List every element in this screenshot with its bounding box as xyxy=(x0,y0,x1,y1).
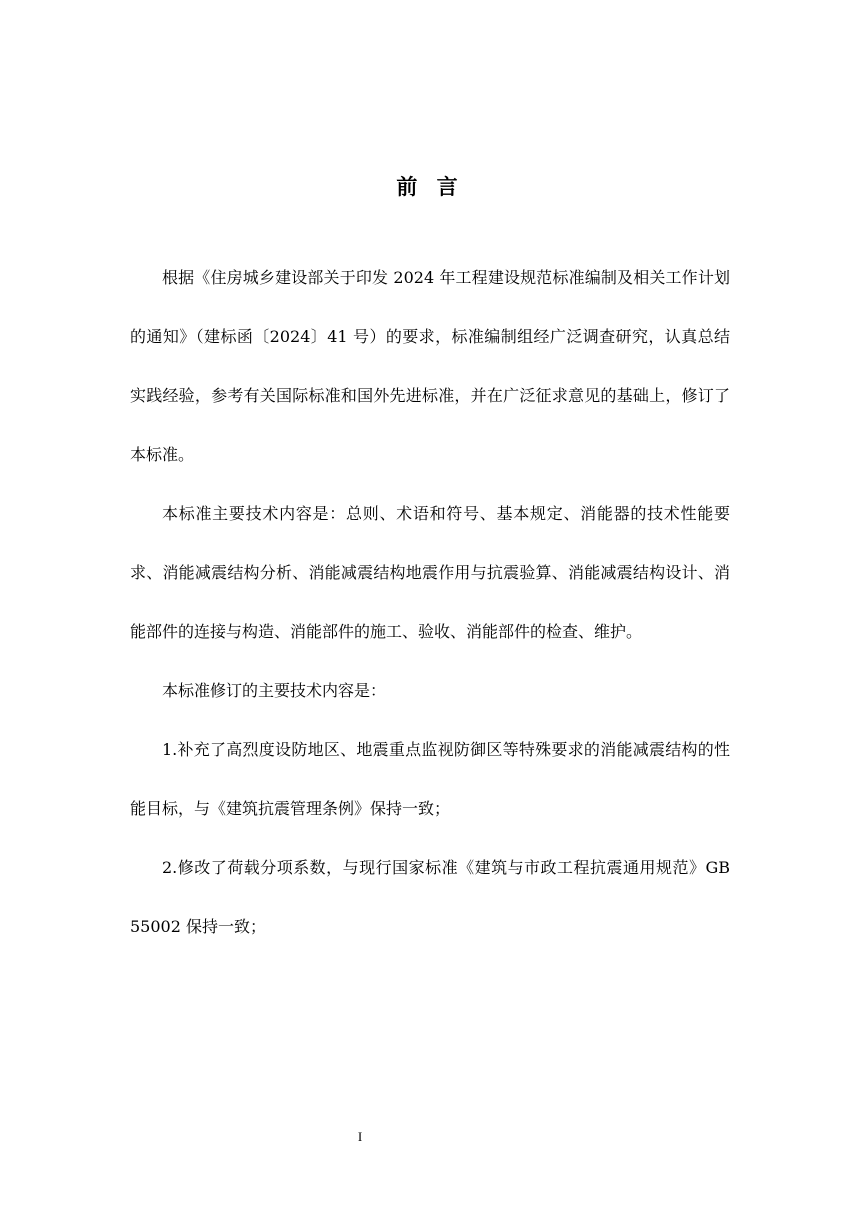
paragraph-revision-intro: 本标准修订的主要技术内容是： xyxy=(162,681,387,700)
paragraph-main-content: 本标准主要技术内容是：总则、术语和符号、基本规定、消能器的技术性能要求、消能减震结构分析、消能减震结构地震作用与抗震验算、消能减震结构设计、消能部件的连接与构造、消能部件的施工、验收、消能部件的检查、维护。 xyxy=(130,504,730,641)
paragraph-basis: 根据《住房城乡建设部关于印发 2024 年工程建设规范标准编制及相关工作计划的通知》（建标函〔2024〕41 号）的要求，标准编制组经广泛调查研究，认真总结实践经验，参考有关国际标准和国外先进标准，并在广泛征求意见的基础上，修订了本标准。 xyxy=(130,268,730,464)
paragraph-revision-item-1: 1.补充了高烈度设防地区、地震重点监视防御区等特殊要求的消能减震结构的性能目标，与《建筑抗震管理条例》保持一致； xyxy=(130,740,730,818)
document-body xyxy=(130,248,730,956)
paragraph-revision-item-2: 2.修改了荷载分项系数，与现行国家标准《建筑与市政工程抗震通用规范》GB 55002 保持一致； xyxy=(130,858,730,936)
page-title: 前 言 xyxy=(396,175,464,199)
page-number: I xyxy=(357,1129,363,1144)
